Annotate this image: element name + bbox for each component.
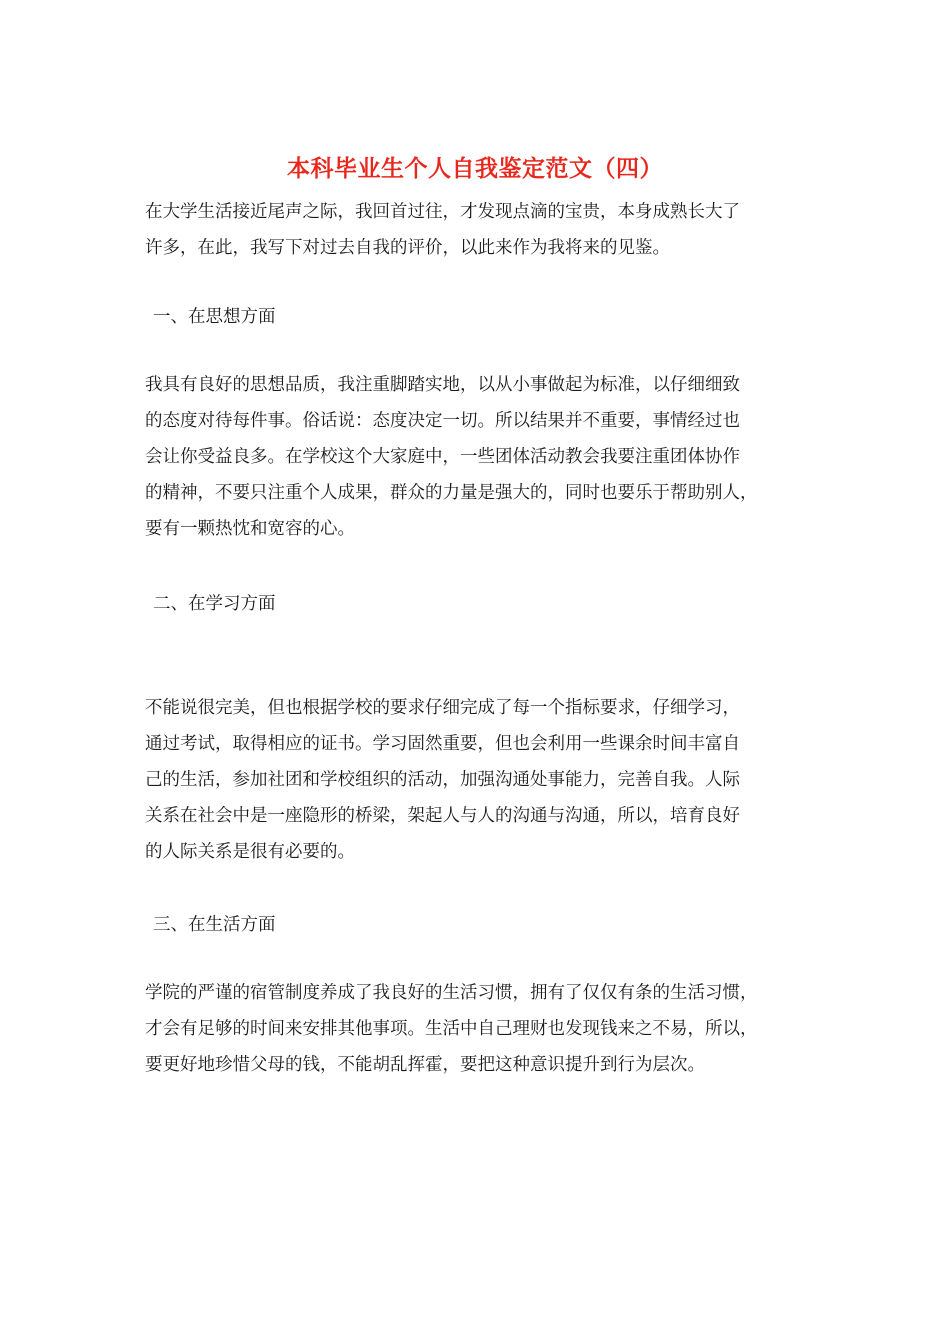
section-paragraph-thought <box>145 367 810 547</box>
section-heading-study: 二、在学习方面 <box>153 594 276 614</box>
section-heading-life: 三、在生活方面 <box>153 915 276 935</box>
paragraph-line: 的精神，不要只注重个人成果，群众的力量是强大的，同时也要乐于帮助别人， <box>145 483 758 503</box>
paragraph-line: 会让你受益良多。在学校这个大家庭中，一些团体活动教会我要注重团体协作 <box>145 447 740 467</box>
paragraph-line: 要更好地珍惜父母的钱，不能胡乱挥霍，要把这种意识提升到行为层次。 <box>145 1055 705 1075</box>
document-title: 本科毕业生个人自我鉴定范文（四） <box>287 155 663 182</box>
paragraph-line: 通过考试，取得相应的证书。学习固然重要，但也会利用一些课余时间丰富自 <box>145 734 740 754</box>
paragraph-line: 学院的严谨的宿管制度养成了我良好的生活习惯，拥有了仅仅有条的生活习惯， <box>145 983 758 1003</box>
paragraph-line: 才会有足够的时间来安排其他事项。生活中自己理财也发现钱来之不易，所以， <box>145 1019 758 1039</box>
section-paragraph-life <box>145 975 810 1083</box>
intro-line: 在大学生活接近尾声之际，我回首过往，才发现点滴的宝贵，本身成熟长大了 <box>145 202 740 222</box>
paragraph-line: 关系在社会中是一座隐形的桥梁，架起人与人的沟通与沟通，所以，培育良好 <box>145 806 740 826</box>
paragraph-line: 己的生活，参加社团和学校组织的活动，加强沟通处事能力，完善自我。人际 <box>145 770 740 790</box>
paragraph-line: 的态度对待每件事。俗话说：态度决定一切。所以结果并不重要，事情经过也 <box>145 411 740 431</box>
paragraph-line: 的人际关系是很有必要的。 <box>145 842 355 862</box>
paragraph-line: 不能说很完美，但也根据学校的要求仔细完成了每一个指标要求，仔细学习， <box>145 698 740 718</box>
section-paragraph-study <box>145 690 810 870</box>
paragraph-line: 要有一颗热忱和宽容的心。 <box>145 519 355 539</box>
paragraph-line: 我具有良好的思想品质，我注重脚踏实地，以从小事做起为标准，以仔细细致 <box>145 375 740 395</box>
intro-line: 许多，在此，我写下对过去自我的评价，以此来作为我将来的见鉴。 <box>145 238 670 258</box>
intro-paragraph <box>145 194 810 266</box>
section-heading-thought: 一、在思想方面 <box>153 307 276 327</box>
